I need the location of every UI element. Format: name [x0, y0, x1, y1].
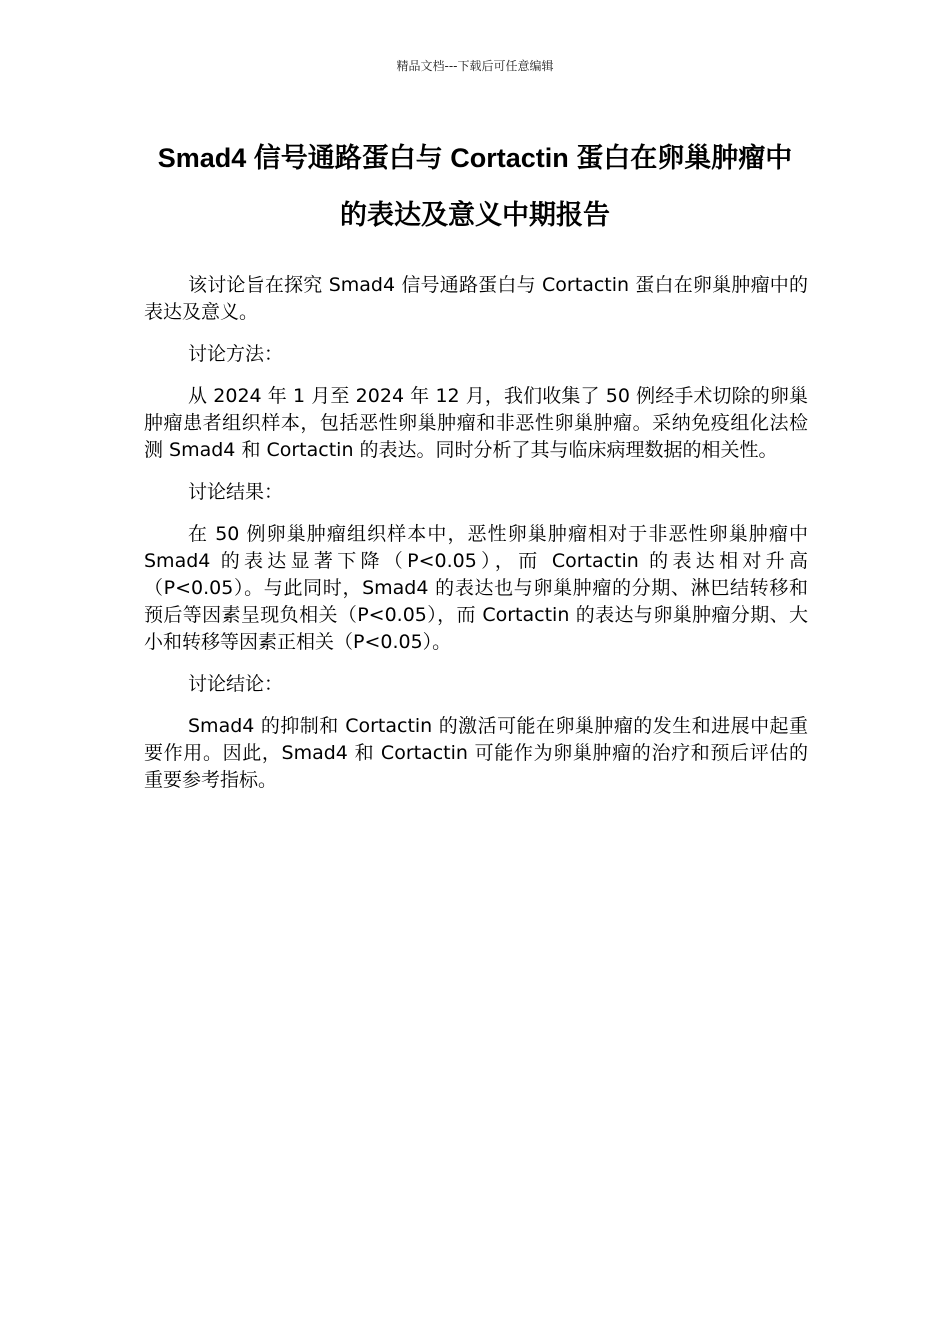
methods-paragraph: 从 2024 年 1 月至 2024 年 12 月，我们收集了 50 例经手术切除的卵巢肿瘤患者组织样本，包括恶性卵巢肿瘤和非恶性卵巢肿瘤。采纳免疫组化法检测 Smad4 和 Cortactin 的表达。同时分析了其与临床病理数据的相关性。 — [144, 385, 808, 461]
methods-heading: 讨论方法： — [188, 343, 284, 365]
conclusion-heading: 讨论结论： — [188, 673, 284, 695]
document-title-line-1: Smad4 信号通路蛋白与 Cortactin 蛋白在卵巢肿瘤中 — [157, 143, 793, 173]
page-header-note: 精品文档---下载后可任意编辑 — [396, 59, 554, 73]
results-heading: 讨论结果： — [188, 481, 284, 503]
intro-paragraph: 该讨论旨在探究 Smad4 信号通路蛋白与 Cortactin 蛋白在卵巢肿瘤中的表达及意义。 — [144, 274, 808, 323]
results-paragraph: 在 50 例卵巢肿瘤组织样本中，恶性卵巢肿瘤相对于非恶性卵巢肿瘤中 Smad4 的表达显著下降（P<0.05），而 Cortactin 的表达相对升高（P<0.05）。与此同时，Smad4 的表达也与卵巢肿瘤的分期、淋巴结转移和预后等因素呈现负相关（P<0.05），而 Cortactin 的表达与卵巢肿瘤分期、大小和转移等因素正相关（P<0.05）。 — [144, 523, 808, 653]
document-title — [140, 130, 810, 244]
document-title-line-2: 的表达及意义中期报告 — [340, 200, 610, 230]
conclusion-paragraph: Smad4 的抑制和 Cortactin 的激活可能在卵巢肿瘤的发生和进展中起重要作用。因此，Smad4 和 Cortactin 可能作为卵巢肿瘤的治疗和预后评估的重要参考指标。 — [144, 715, 808, 791]
document-body — [144, 272, 808, 809]
